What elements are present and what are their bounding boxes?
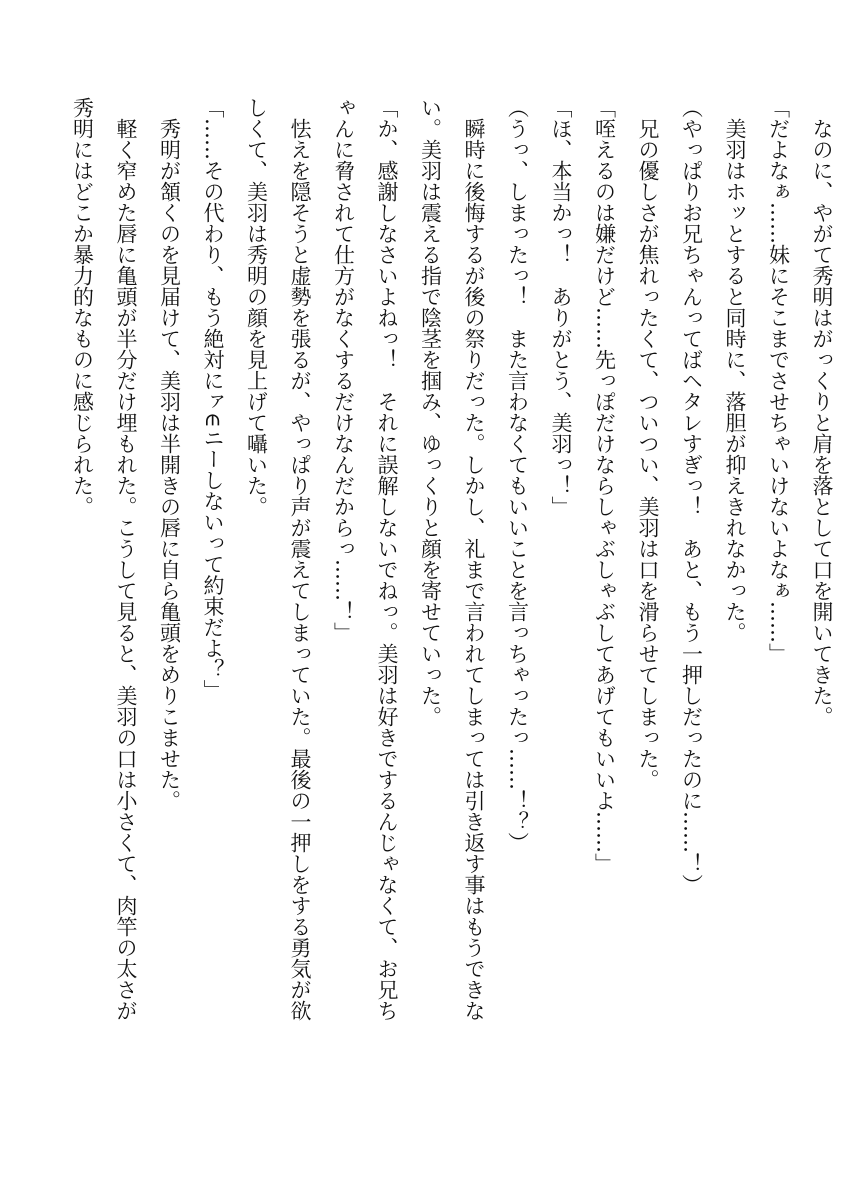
paragraph-8: （うっ、しまったっ！ また言わなくてもいいことを言っちゃったっ……！？） xyxy=(505,97,530,853)
paragraph-4: （やっぱりお兄ちゃんってばヘタレすぎっ！ あと、もう一押しだったのに……！） xyxy=(679,97,704,895)
paragraph-12: 「……その代わり、もう絶対にァ∈ニーしないって約束だよ？」 xyxy=(201,97,225,701)
paragraph-5: 兄の優しさが焦れったくて、ついつい、美羽は口を滑らせてしまった。 xyxy=(636,118,660,790)
paragraph-9: 瞬時に後悔するが後の祭りだった。しかし、礼まで言われてしまっては引き返す事はもうできない。美羽は震える指で陰茎を掴み、ゆっくりと顔を寄せていった。 xyxy=(418,97,486,1021)
paragraph-7: 「ほ、本当かっ！ ありがとう、美羽っ！」 xyxy=(549,97,573,517)
paragraph-1: なのに、やがて秀明はがっくりと肩を落として口を開いてきた。 xyxy=(810,118,834,727)
paragraph-10: 「か、感謝しなさいよねっ！ それに誤解しないでねっ。美羽は好きでするんじゃなくて、お兄ちゃんに脅されて仕方がなくするだけなんだからっ……！」 xyxy=(331,97,399,1021)
paragraph-6: 「咥えるのは嫌だけど……先っぽだけならしゃぶしゃぶしてあげてもいいよ……」 xyxy=(592,97,617,874)
paragraph-3: 美羽はホッとすると同時に、落胆が抑えきれなかった。 xyxy=(723,118,747,643)
novel-page xyxy=(60,97,843,1027)
paragraph-11: 怯えを隠そうと虚勢を張るが、やっぱり声が震えてしまっていた。最後の一押しをする勇気が欲しくて、美羽は秀明の顔を見上げて囁いた。 xyxy=(244,97,312,1021)
paragraph-14: 軽く窄めた唇に亀頭が半分だけ埋もれた。こうして見ると、美羽の口は小さくて、肉竿の太さが秀明にはどこか暴力的なものに感じられた。 xyxy=(70,97,138,1021)
paragraph-2: 「だよなぁ……妹にそこまでさせちゃいけないよなぁ……」 xyxy=(766,97,791,664)
paragraph-13: 秀明が頷くのを見届けて、美羽は半開きの唇に自ら亀頭をめりこませた。 xyxy=(157,118,182,811)
